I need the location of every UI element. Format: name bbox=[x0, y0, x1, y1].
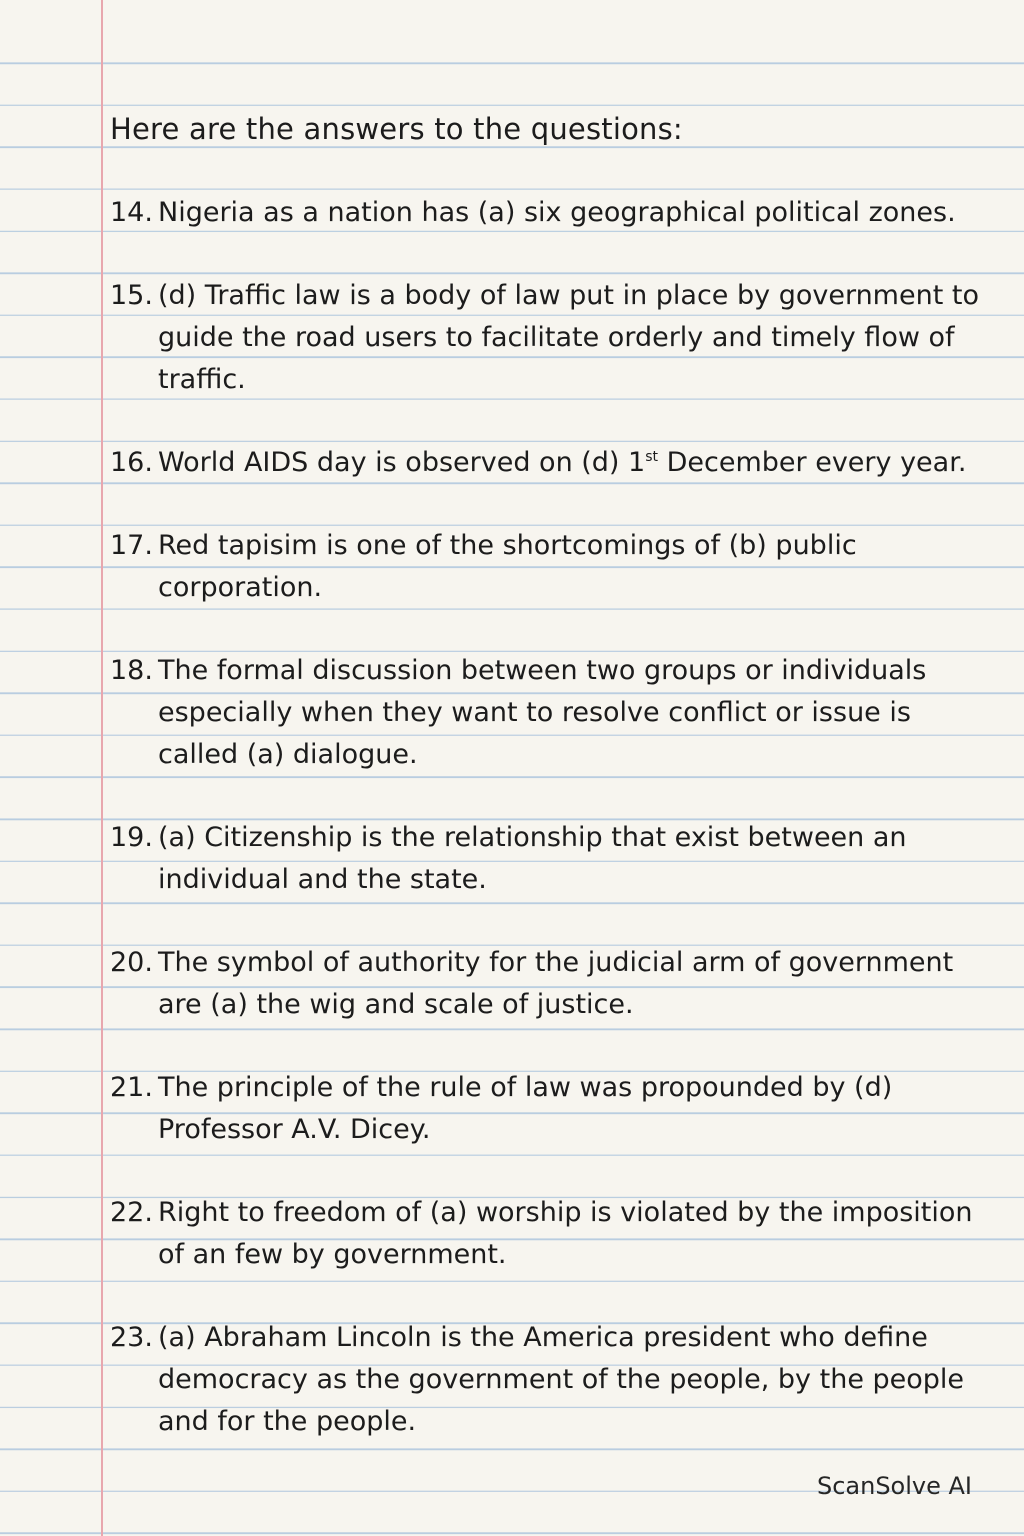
answer-text: (d) Traffic law is a body of law put in place by government to guide the road users to facilitate orderly and timely flow of traffic. bbox=[158, 280, 979, 395]
answer-number: 20. bbox=[110, 947, 153, 978]
answer-text: Red tapisim is one of the shortcomings of (b) public corporation. bbox=[158, 530, 857, 603]
ordinal-suffix: st bbox=[645, 449, 659, 465]
answer-15 bbox=[110, 275, 980, 401]
answer-number: 23. bbox=[110, 1322, 153, 1353]
answer-number: 17. bbox=[110, 530, 153, 561]
answer-14 bbox=[110, 192, 980, 234]
answer-text: Right to freedom of (a) worship is violated by the imposition of an few by government. bbox=[158, 1197, 973, 1270]
answer-number: 22. bbox=[110, 1197, 153, 1228]
answers-content bbox=[110, 108, 980, 1484]
answer-18 bbox=[110, 650, 980, 776]
answer-16 bbox=[110, 442, 980, 484]
answer-text: The formal discussion between two groups or individuals especially when they want to resolve conflict or issue is called (a) dialogue. bbox=[158, 655, 927, 770]
answer-19 bbox=[110, 817, 980, 901]
intro-text: Here are the answers to the questions: bbox=[110, 112, 683, 146]
answer-text: Nigeria as a nation has (a) six geographical political zones. bbox=[158, 197, 956, 228]
answer-text-tail: December every year. bbox=[658, 447, 967, 478]
answer-text bbox=[158, 442, 980, 484]
answer-text: (a) Citizenship is the relationship that exist between an individual and the state. bbox=[158, 822, 907, 895]
answer-number: 19. bbox=[110, 822, 153, 853]
answer-20 bbox=[110, 942, 980, 1026]
answer-22 bbox=[110, 1192, 980, 1276]
answer-number: 21. bbox=[110, 1072, 153, 1103]
watermark-label: ScanSolve AI bbox=[816, 1472, 972, 1500]
answer-text: The principle of the rule of law was propounded by (d) Professor A.V. Dicey. bbox=[158, 1072, 893, 1145]
margin-line bbox=[101, 0, 103, 1536]
answer-text-main: World AIDS day is observed on (d) 1 bbox=[158, 447, 646, 478]
answer-number: 16. bbox=[110, 447, 153, 478]
answer-21 bbox=[110, 1067, 980, 1151]
answer-number: 14. bbox=[110, 197, 153, 228]
answer-number: 15. bbox=[110, 280, 153, 311]
answer-17 bbox=[110, 525, 980, 609]
answer-number: 18. bbox=[110, 655, 153, 686]
answer-text: The symbol of authority for the judicial arm of government are (a) the wig and scale of justice. bbox=[158, 947, 954, 1020]
answer-23 bbox=[110, 1317, 980, 1443]
answer-text: (a) Abraham Lincoln is the America president who define democracy as the government of the people, by the people and for the people. bbox=[158, 1322, 965, 1437]
